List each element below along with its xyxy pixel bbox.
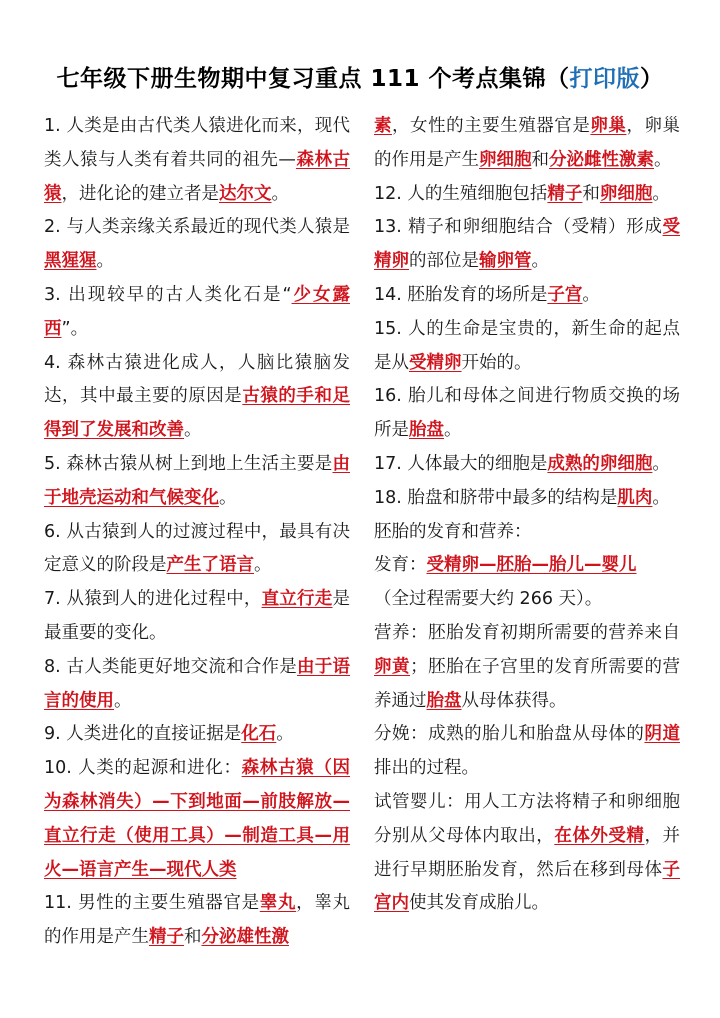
study-point: [44, 211, 350, 279]
point-text: 排出的过程。: [374, 758, 479, 779]
study-point: [374, 583, 680, 617]
point-text: 。: [254, 555, 272, 576]
point-text: 。: [444, 420, 462, 441]
study-point: [374, 516, 680, 550]
point-text: 。: [582, 284, 600, 305]
study-point: [44, 110, 350, 211]
study-point: [374, 178, 680, 212]
point-text: 5. 森林古猿从树上到地上生活主要是: [44, 453, 333, 474]
key-answer: 卵细胞: [479, 149, 532, 170]
point-text: 16. 胎儿和母体之间进行物质交换的场所是: [374, 386, 680, 441]
point-text: 8. 古人类能更好地交流和合作是: [44, 656, 298, 677]
study-point: [44, 448, 350, 516]
point-text: 4. 森林古猿进化成人，人脑比猿脑发达，其中最主要的原因是: [44, 352, 350, 407]
key-answer: 子宫内: [374, 859, 680, 914]
study-point: [44, 347, 350, 448]
title-highlight: 打印版: [569, 66, 641, 92]
key-answer: 精子: [547, 183, 583, 204]
key-answer: 卵巢: [590, 116, 627, 136]
point-text: 是最重要的变化。: [44, 589, 350, 643]
key-answer: 产生了语言: [166, 555, 254, 576]
key-answer: 少女露西: [44, 284, 350, 339]
key-answer: 子宫: [547, 284, 583, 305]
point-text: 。: [114, 690, 132, 711]
title-open-paren: （: [546, 66, 570, 92]
point-text: 从母体获得。: [461, 690, 567, 711]
point-text: 。: [96, 251, 114, 272]
key-answer: 古猿的手和足得到了发展和改善: [44, 386, 350, 441]
study-point: [374, 211, 680, 279]
point-text: 。: [271, 183, 289, 204]
point-text: 的部位是: [409, 251, 479, 272]
point-text: 。: [652, 453, 670, 474]
point-text: 12. 人的生殖细胞包括: [374, 183, 548, 204]
study-point: [374, 279, 680, 313]
point-text: 。: [276, 724, 294, 745]
point-text: （全过程需要大约 266 天）。: [374, 589, 603, 610]
study-point: [374, 549, 680, 583]
point-text: 9. 人类进化的直接证据是: [44, 724, 242, 745]
point-text: 开始的。: [461, 352, 532, 373]
key-answer: 阴道: [644, 724, 680, 745]
key-answer: 由于语言的使用: [44, 656, 350, 711]
point-text: ，并进行早期胚胎发育，然后在移到母体: [374, 825, 680, 880]
point-text: 3. 出现较早的古人类化石是“: [44, 284, 292, 305]
key-answer: 精子: [149, 927, 184, 948]
point-text: 17. 人体最大的细胞是: [374, 453, 548, 474]
point-text: 10. 人类的起源和进化：: [44, 758, 242, 779]
study-point: [374, 110, 680, 178]
point-text: 。: [654, 149, 672, 170]
key-answer: 直立行走: [261, 589, 333, 610]
point-text: 营养：胚胎发育初期所需要的营养来自: [374, 622, 680, 643]
point-text: 。: [219, 487, 237, 508]
key-answer: 受精卵: [374, 217, 680, 272]
key-answer: 卵细胞: [599, 183, 653, 204]
point-text: 发育：: [374, 555, 427, 576]
key-answer: 卵黄: [374, 656, 411, 677]
study-point: [44, 583, 350, 651]
key-answer: 森林古猿: [44, 149, 350, 204]
point-text: 1. 人类是由古代类人猿进化而来，现代类人猿与人类有着共同的祖先—: [44, 116, 350, 170]
study-point: [374, 448, 680, 482]
key-answer: 达尔文: [219, 183, 272, 204]
key-answer: 由于地壳运动和气候变化: [44, 453, 350, 508]
point-text: ，卵巢的作用是产生: [374, 116, 680, 170]
study-point: [374, 313, 680, 381]
key-answer: 分泌雌性激素: [549, 149, 654, 170]
point-text: 使其发育成胎儿。: [409, 893, 549, 914]
key-answer: 化石: [241, 724, 277, 745]
key-answer: 分泌雄性激: [201, 927, 289, 948]
key-answer: 受精卵: [409, 352, 462, 373]
study-point: [44, 752, 350, 887]
point-text: ，女性的主要生殖器官是: [392, 116, 591, 136]
study-point: [44, 651, 350, 719]
point-text: 和: [531, 149, 549, 170]
point-text: 18. 胎盘和脐带中最多的结构是: [374, 487, 618, 508]
key-answer: 在体外受精: [554, 825, 645, 846]
study-point: [44, 516, 350, 584]
point-text: 和: [582, 183, 600, 204]
study-point: [374, 617, 680, 718]
page-title: [0, 60, 720, 93]
point-text: 胚胎的发育和营养：: [374, 521, 532, 542]
point-text: ，进化论的建立者是: [61, 183, 219, 204]
study-point: [374, 718, 680, 786]
point-text: 。: [184, 420, 202, 441]
point-text: 15. 人的生命是宝贵的，新生命的起点是从: [374, 318, 680, 373]
point-text: 和: [184, 927, 202, 948]
key-answer: 受精卵—胚胎—胎儿—婴儿: [426, 555, 637, 576]
point-text: 。: [531, 251, 549, 272]
study-point: [374, 380, 680, 448]
key-answer: 胎盘: [426, 690, 462, 711]
key-answer: 肌肉: [617, 487, 653, 508]
point-text: ，睾丸的作用是产生: [44, 893, 351, 948]
key-answer: 成熟的卵细胞: [547, 453, 653, 474]
key-answer: 胎盘: [409, 420, 444, 441]
point-text: 试管婴儿：用人工方法将精子和卵细胞分别从父母体内取出，: [374, 791, 680, 846]
right-column: [374, 110, 680, 921]
title-main: 七年级下册生物期中复习重点 111 个考点集锦: [56, 66, 547, 92]
point-text: 11. 男性的主要生殖器官是: [44, 893, 260, 914]
study-point: [374, 786, 680, 921]
point-text: 。: [652, 183, 670, 204]
point-text: ；胚胎在子宫里的发育所需要的营养通过: [374, 656, 680, 711]
point-text: ”。: [61, 318, 89, 339]
point-text: 13. 精子和卵细胞结合（受精）形成: [374, 217, 663, 238]
key-answer: 黑猩猩: [44, 251, 97, 272]
study-point: [44, 887, 350, 955]
point-text: 14. 胚胎发育的场所是: [374, 284, 548, 305]
key-answer: 素: [374, 116, 393, 136]
left-column: [44, 110, 350, 955]
point-text: 2. 与人类亲缘关系最近的现代类人猿是: [44, 217, 350, 238]
point-text: 6. 从古猿到人的过渡过程中，最具有决定意义的阶段是: [44, 521, 350, 576]
key-answer: 睾丸: [259, 893, 297, 914]
key-answer: 输卵管: [479, 251, 532, 272]
study-point: [374, 482, 680, 516]
point-text: 。: [652, 487, 670, 508]
point-text: 分娩：成熟的胎儿和胎盘从母体的: [374, 724, 645, 745]
point-text: 7. 从猿到人的进化过程中，: [44, 589, 262, 610]
study-point: [44, 718, 350, 752]
key-answer: 森林古猿（因为森林消失）—下到地面—前肢解放—直立行走（使用工具）—制造工具—用火—语言产生—现代人类: [44, 758, 350, 880]
study-point: [44, 279, 350, 347]
title-close-paren: ）: [640, 66, 664, 92]
